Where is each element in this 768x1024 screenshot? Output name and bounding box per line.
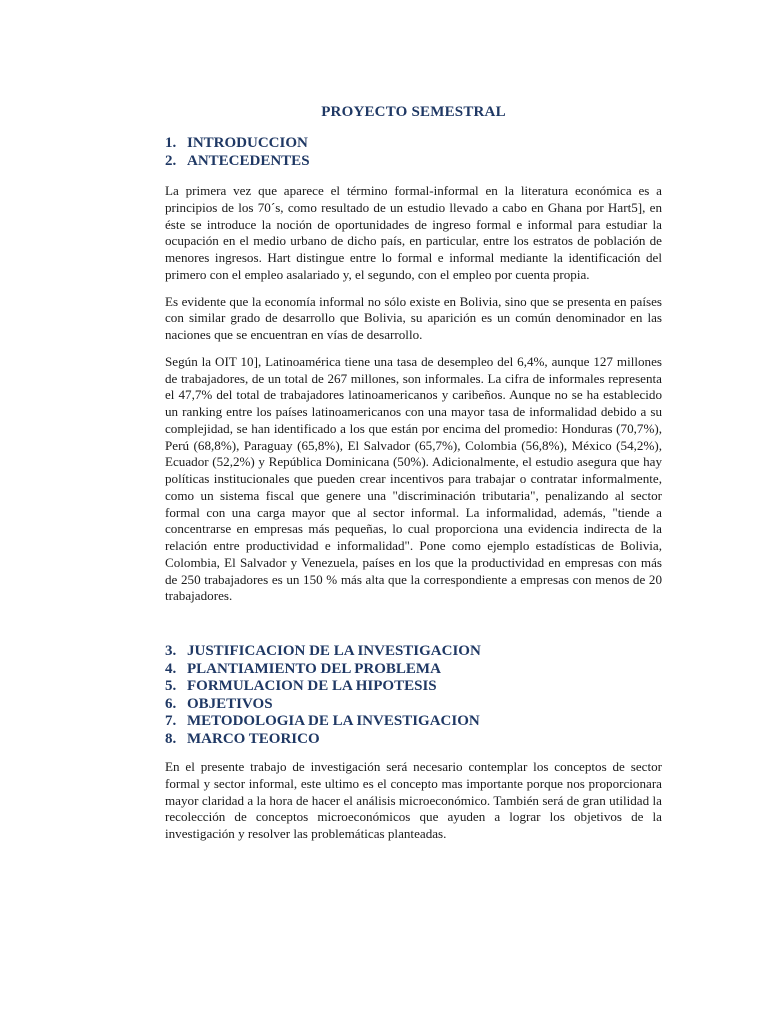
section-headings-top <box>165 135 662 170</box>
section-title: JUSTIFICACION DE LA INVESTIGACION <box>187 643 481 659</box>
section-heading-marco-teorico <box>165 731 662 749</box>
section-heading-introduccion <box>165 135 662 153</box>
section-title: INTRODUCCION <box>187 135 308 151</box>
section-number: 4. <box>165 660 177 677</box>
section-heading-planteamiento <box>165 661 662 679</box>
paragraph-marco-teorico: En el presente trabajo de investigación será necesario contemplar los conceptos de sector formal y sector informal, este ultimo es el concepto mas importante porque nos proporcionara mayor claridad a la hora de hacer el análisis microeconómico. También será de gran utilidad la recolección de conceptos microeconómicos que ayuden a lograr los objetivos de la investigación y resolver las problemáticas planteadas. <box>165 759 662 841</box>
section-heading-metodologia <box>165 713 662 731</box>
section-heading-antecedentes <box>165 153 662 171</box>
section-heading-hipotesis <box>165 678 662 696</box>
section-number: 3. <box>165 643 177 659</box>
section-number: 6. <box>165 695 177 712</box>
document-title: PROYECTO SEMESTRAL <box>321 104 506 120</box>
section-number: 7. <box>165 713 177 729</box>
paragraph-antecedentes-1: La primera vez que aparece el término formal-informal en la literatura económica es a principios de los 70´s, como resultado de un estudio llevado a cabo en Ghana por Hart5], en éste se introduce la noción de oportunidades de ingreso formal e informal para estudiar la ocupación en el medio urbano de dicho país, en particular, entre los estratos de población de menores ingresos. Hart distingue entre lo formal e informal mediante la identificación del primero con el empleo asalariado y, el segundo, con el empleo por cuenta propia. <box>165 183 662 282</box>
section-number: 5. <box>165 678 177 694</box>
section-number: 1. <box>165 135 177 151</box>
section-number: 2. <box>165 152 177 169</box>
section-title: ANTECEDENTES <box>187 152 310 169</box>
section-headings-bottom <box>165 643 662 748</box>
paragraph-antecedentes-2: Es evidente que la economía informal no sólo existe en Bolivia, sino que se presenta en países con similar grado de desarrollo que Bolivia, su aparición es un común denominador en las naciones que se encuentran en vías de desarrollo. <box>165 293 662 342</box>
section-heading-justificacion <box>165 643 662 661</box>
section-title: OBJETIVOS <box>187 695 273 712</box>
section-title: FORMULACION DE LA HIPOTESIS <box>187 678 437 694</box>
document-content <box>165 104 662 853</box>
section-heading-objetivos <box>165 696 662 714</box>
section-title: METODOLOGIA DE LA INVESTIGACION <box>187 713 480 729</box>
section-title: PLANTIAMIENTO DEL PROBLEMA <box>187 660 441 677</box>
section-number: 8. <box>165 730 177 747</box>
paragraph-antecedentes-3: Según la OIT 10], Latinoamérica tiene una tasa de desempleo del 6,4%, aunque 127 millones de trabajadores, de un total de 267 millones, son informales. La cifra de informales representa el 47,7% del total de trabajadores latinoamericanos y caribeños. Aunque no se ha establecido un ranking entre los países latinoamericanos con una mayor tasa de informalidad debido a su complejidad, se han identificado a los que están por encima del promedio: Honduras (70,7%), Perú (68,8%), Paraguay (65,8%), El Salvador (65,7%), Colombia (56,8%), México (54,2%), Ecuador (52,2%) y República Dominicana (50%). Adicionalmente, el estudio asegura que hay políticas institucionales que pueden crear incentivos para trabajar o contratar informalmente, como un sistema fiscal que genere una "discriminación tributaria", penalizando al sector formal con una carga mayor que al sector informal. La informalidad, además, "tiende a concentrarse en empresas más pequeñas, lo cual proporciona una evidencia indirecta de la relación entre productividad e informalidad". Pone como ejemplo estadísticas de Bolivia, Colombia, El Salvador y Venezuela, países en los que la productividad en empresas con más de 250 trabajadores es un 150 % más alta que la correspondiente a empresas con menos de 20 trabajadores. <box>165 353 662 604</box>
section-title: MARCO TEORICO <box>187 730 320 747</box>
